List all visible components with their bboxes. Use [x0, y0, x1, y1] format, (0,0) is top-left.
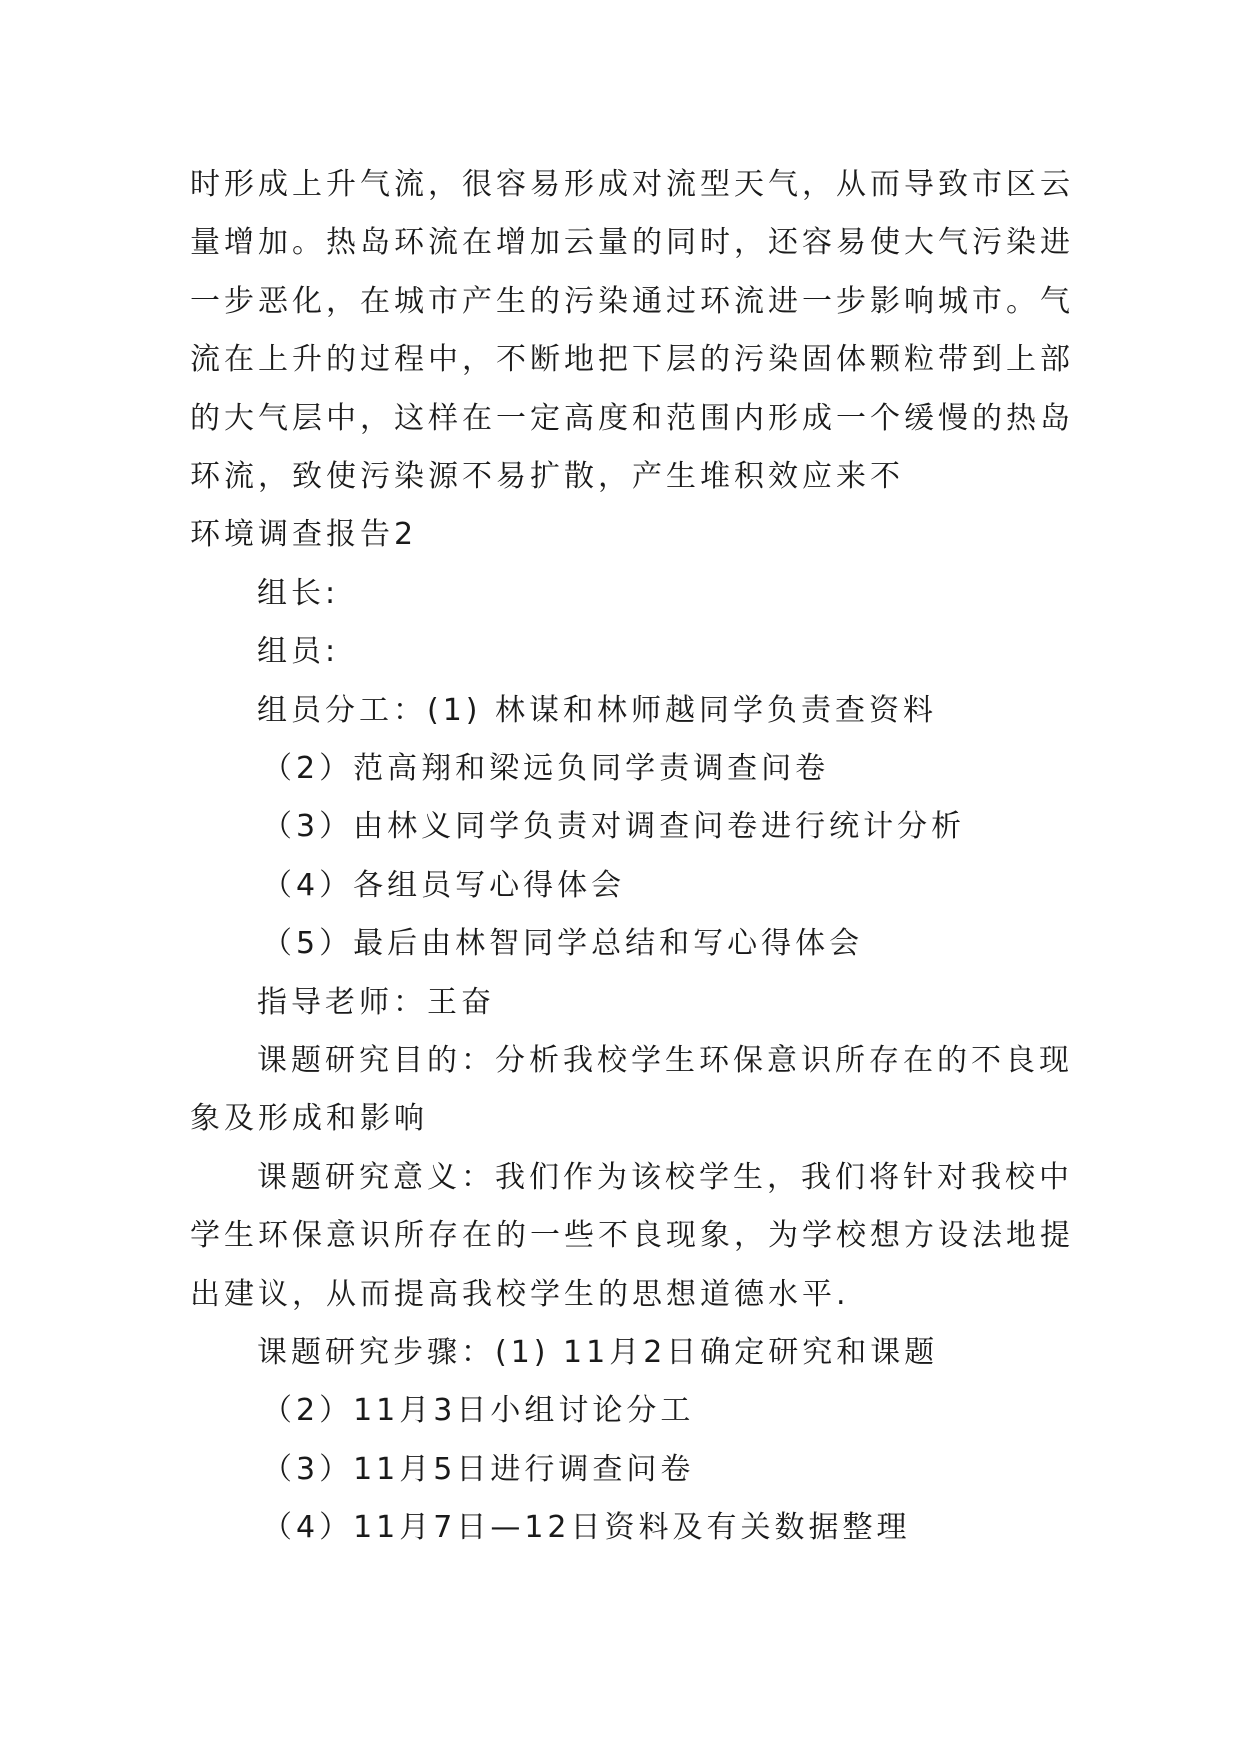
intro-line-2: 量增加。热岛环流在增加云量的同时，还容易使大气污染进 — [190, 225, 1074, 260]
steps-item-3: （3）11月5日进行调查问卷 — [262, 1452, 695, 1487]
division-item-2: （2）范高翔和梁远负同学责调查问卷 — [262, 751, 830, 786]
intro-line-5: 的大气层中，这样在一定高度和范围内形成一个缓慢的热岛 — [190, 401, 1074, 436]
leader-line: 组长: — [257, 576, 340, 611]
division-item-4: （4）各组员写心得体会 — [262, 868, 626, 903]
purpose-line-2: 象及形成和影响 — [190, 1101, 428, 1136]
significance-line-3: 出建议，从而提高我校学生的思想道德水平. — [190, 1277, 850, 1312]
steps-label: 课题研究步骤：(1) 11月2日确定研究和课题 — [257, 1335, 939, 1370]
intro-line-6: 环流，致使污染源不易扩散，产生堆积效应来不 — [190, 459, 904, 494]
division-item-5: （5）最后由林智同学总结和写心得体会 — [262, 926, 864, 961]
significance-line-2: 学生环保意识所存在的一些不良现象，为学校想方设法地提 — [190, 1218, 1074, 1253]
intro-line-1: 时形成上升气流，很容易形成对流型天气，从而导致市区云 — [190, 167, 1074, 202]
purpose-line-1: 课题研究目的：分析我校学生环保意识所存在的不良现 — [257, 1043, 1073, 1078]
division-label: 组员分工：(1) 林谋和林师越同学负责查资料 — [257, 693, 938, 728]
intro-line-3: 一步恶化，在城市产生的污染通过环流进一步影响城市。气 — [190, 284, 1074, 319]
section-title: 环境调查报告2 — [190, 517, 418, 552]
intro-line-4: 流在上升的过程中，不断地把下层的污染固体颗粒带到上部 — [190, 342, 1074, 377]
members-line: 组员: — [257, 634, 340, 669]
steps-item-2: （2）11月3日小组讨论分工 — [262, 1393, 695, 1428]
significance-line-1: 课题研究意义：我们作为该校学生，我们将针对我校中 — [257, 1160, 1073, 1195]
steps-item-4: （4）11月7日—12日资料及有关数据整理 — [262, 1510, 911, 1545]
advisor-line: 指导老师：王奋 — [257, 985, 495, 1020]
division-item-3: （3）由林义同学负责对调查问卷进行统计分析 — [262, 809, 966, 844]
